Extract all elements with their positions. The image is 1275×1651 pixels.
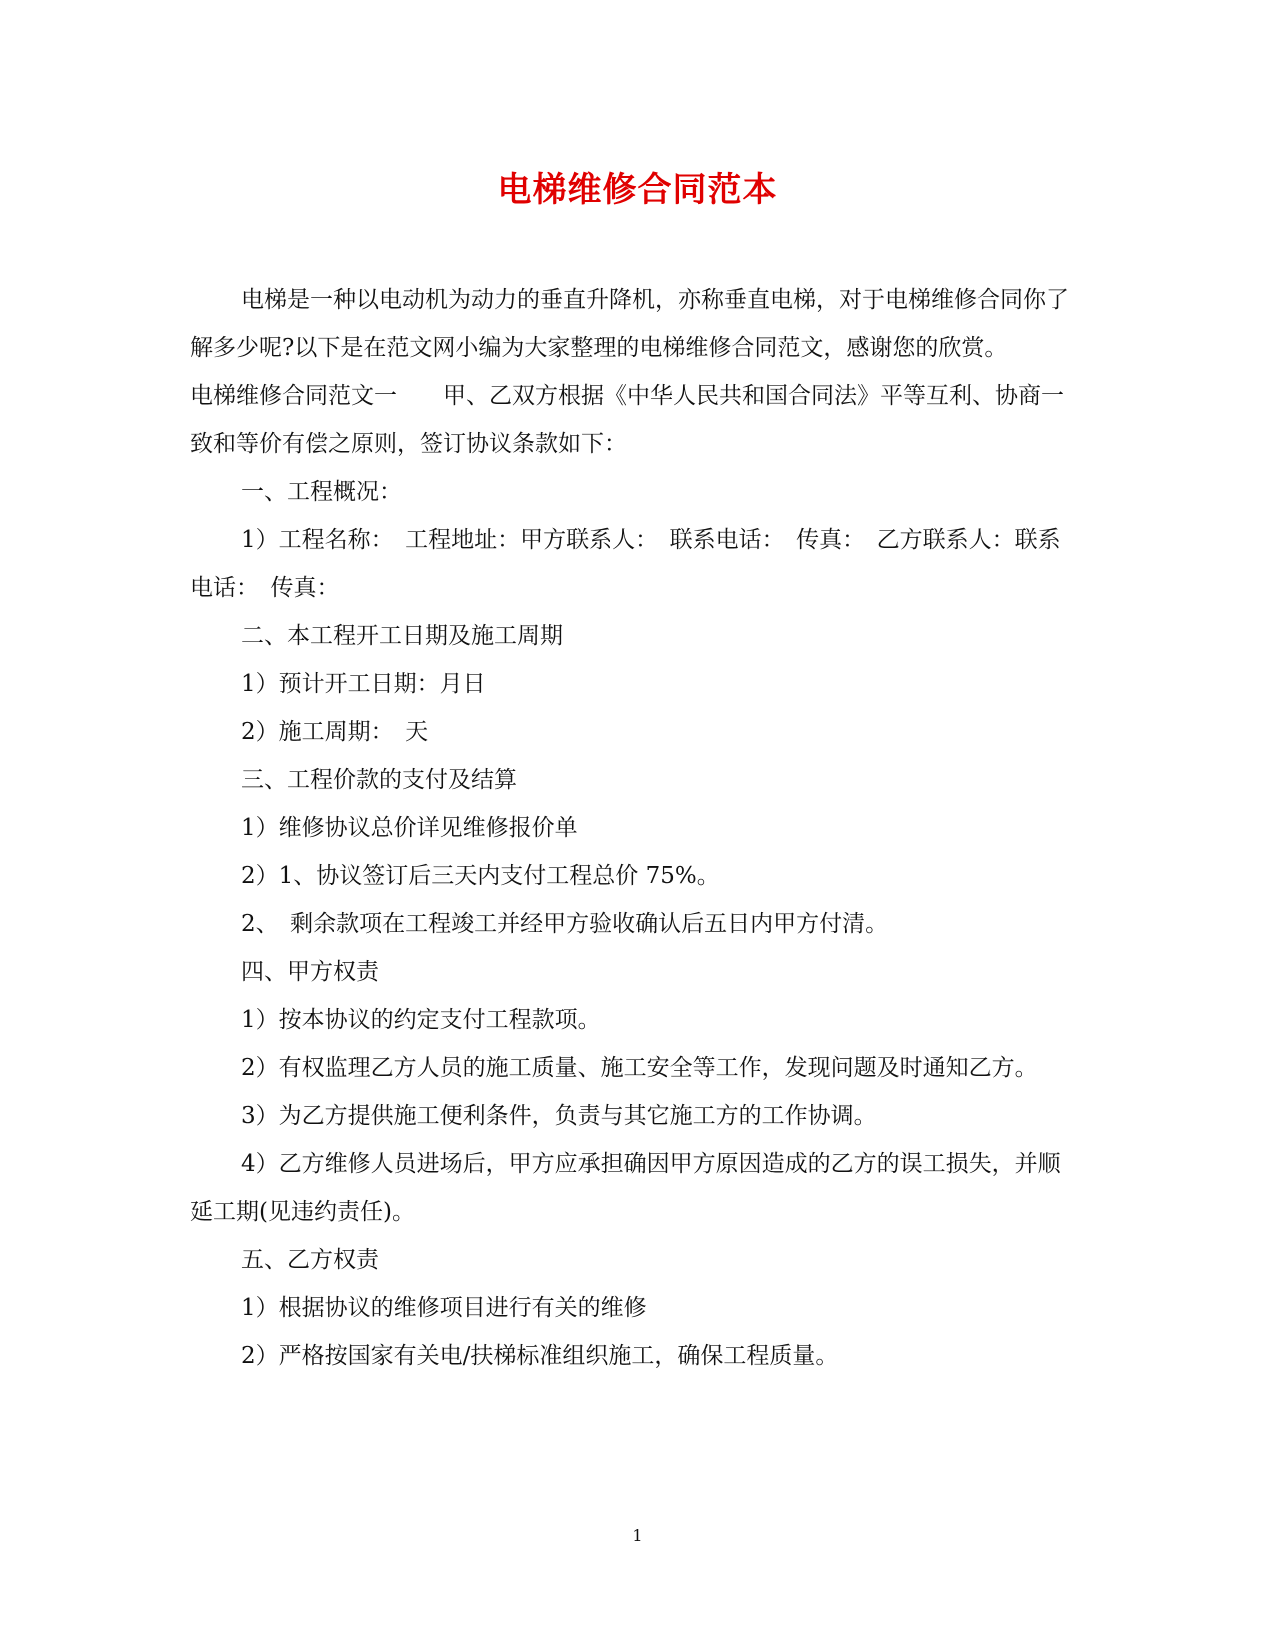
schedule-item-2: 2）施工周期： 天 bbox=[241, 719, 429, 745]
section-heading-1: 一、工程概况： bbox=[241, 479, 402, 505]
contract-preamble: 电梯维修合同范文一 甲、乙双方根据《中华人民共和国合同法》平等互利、协商一致和等价有偿之原则，签订协议条款如下： bbox=[190, 383, 1064, 457]
project-overview-item: 1）工程名称： 工程地址：甲方联系人： 联系电话： 传真： 乙方联系人：联系电话： 传真： bbox=[190, 527, 1061, 601]
party-a-duty-4: 4）乙方维修人员进场后，甲方应承担确因甲方原因造成的乙方的误工损失，并顺延工期(见违约责任)。 bbox=[190, 1151, 1061, 1225]
section-heading-4: 四、甲方权责 bbox=[241, 959, 379, 985]
party-b-duty-1: 1）根据协议的维修项目进行有关的维修 bbox=[241, 1295, 647, 1321]
intro-paragraph: 电梯是一种以电动机为动力的垂直升降机，亦称垂直电梯，对于电梯维修合同你了解多少呢?以下是在范文网小编为大家整理的电梯维修合同范文，感谢您的欣赏。 bbox=[190, 287, 1069, 361]
party-a-duty-1: 1）按本协议的约定支付工程款项。 bbox=[241, 1007, 601, 1033]
document-body bbox=[190, 276, 1070, 1380]
section-heading-3: 三、工程价款的支付及结算 bbox=[241, 767, 517, 793]
payment-item-2: 2）1、协议签订后三天内支付工程总价 75%。 bbox=[241, 863, 720, 889]
section-heading-2: 二、本工程开工日期及施工周期 bbox=[241, 623, 563, 649]
party-b-duty-2: 2）严格按国家有关电/扶梯标准组织施工，确保工程质量。 bbox=[241, 1343, 839, 1369]
page-number: 1 bbox=[632, 1526, 643, 1545]
payment-item-1: 1）维修协议总价详见维修报价单 bbox=[241, 815, 578, 841]
schedule-item-1: 1）预计开工日期：月日 bbox=[241, 671, 486, 697]
document-title: 电梯维修合同范本 bbox=[497, 170, 778, 210]
party-a-duty-3: 3）为乙方提供施工便利条件，负责与其它施工方的工作协调。 bbox=[241, 1103, 877, 1129]
payment-item-3: 2、 剩余款项在工程竣工并经甲方验收确认后五日内甲方付清。 bbox=[241, 911, 889, 937]
section-heading-5: 五、乙方权责 bbox=[241, 1247, 379, 1273]
party-a-duty-2: 2）有权监理乙方人员的施工质量、施工安全等工作，发现问题及时通知乙方。 bbox=[241, 1055, 1038, 1081]
